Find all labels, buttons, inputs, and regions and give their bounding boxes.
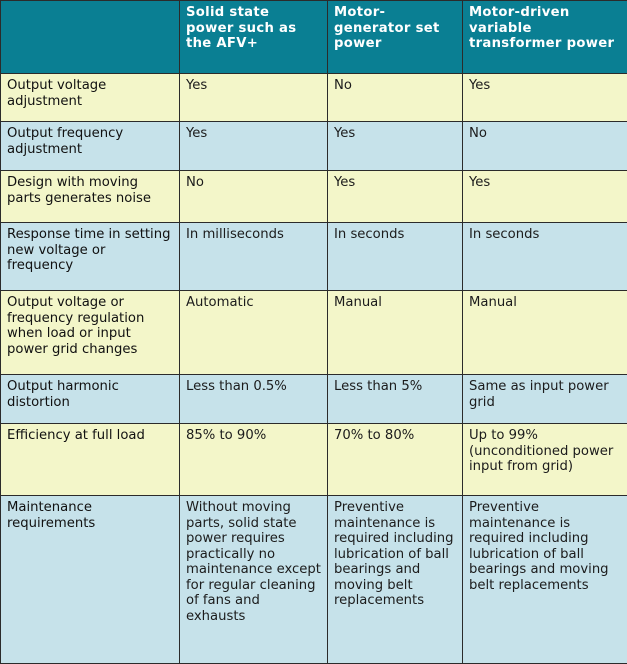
table-row <box>1 171 627 223</box>
solid-state-cell: Automatic <box>180 291 328 375</box>
motor-generator-cell: In seconds <box>328 223 463 291</box>
header-motor-generator: Motor-generator set power <box>328 1 463 74</box>
motor-generator-cell: Manual <box>328 291 463 375</box>
motor-generator-cell: Less than 5% <box>328 375 463 424</box>
solid-state-cell: Yes <box>180 122 328 171</box>
variable-transformer-cell: Up to 99% (unconditioned power input from grid) <box>463 424 627 496</box>
feature-cell: Output frequency adjustment <box>1 122 180 171</box>
feature-cell: Output harmonic distortion <box>1 375 180 424</box>
header-variable-transformer: Motor-driven variable transformer power <box>463 1 627 74</box>
solid-state-cell: No <box>180 171 328 223</box>
solid-state-cell: Less than 0.5% <box>180 375 328 424</box>
header-row <box>1 1 627 74</box>
feature-cell: Response time in setting new voltage or frequency <box>1 223 180 291</box>
feature-cell: Maintenance requirements <box>1 496 180 664</box>
header-corner <box>1 1 180 74</box>
variable-transformer-cell: No <box>463 122 627 171</box>
table-row <box>1 122 627 171</box>
table-row <box>1 375 627 424</box>
feature-cell: Output voltage or frequency regulation when load or input power grid changes <box>1 291 180 375</box>
variable-transformer-cell: Preventive maintenance is required including lubrication of ball bearings and moving belt replacements <box>463 496 627 664</box>
feature-cell: Output voltage adjustment <box>1 74 180 122</box>
motor-generator-cell: 70% to 80% <box>328 424 463 496</box>
table-row <box>1 291 627 375</box>
table-row <box>1 424 627 496</box>
motor-generator-cell: Yes <box>328 122 463 171</box>
table-row <box>1 223 627 291</box>
solid-state-cell: In milliseconds <box>180 223 328 291</box>
solid-state-cell: 85% to 90% <box>180 424 328 496</box>
variable-transformer-cell: Yes <box>463 171 627 223</box>
variable-transformer-cell: Manual <box>463 291 627 375</box>
variable-transformer-cell: In seconds <box>463 223 627 291</box>
motor-generator-cell: Yes <box>328 171 463 223</box>
motor-generator-cell: No <box>328 74 463 122</box>
variable-transformer-cell: Same as input power grid <box>463 375 627 424</box>
solid-state-cell: Yes <box>180 74 328 122</box>
feature-cell: Design with moving parts generates noise <box>1 171 180 223</box>
table-row <box>1 74 627 122</box>
motor-generator-cell: Preventive maintenance is required including lubrication of ball bearings and moving belt replacements <box>328 496 463 664</box>
solid-state-cell: Without moving parts, solid state power requires practically no maintenance except for regular cleaning of fans and exhausts <box>180 496 328 664</box>
feature-cell: Efficiency at full load <box>1 424 180 496</box>
table-row <box>1 496 627 664</box>
variable-transformer-cell: Yes <box>463 74 627 122</box>
header-solid-state: Solid state power such as the AFV+ <box>180 1 328 74</box>
